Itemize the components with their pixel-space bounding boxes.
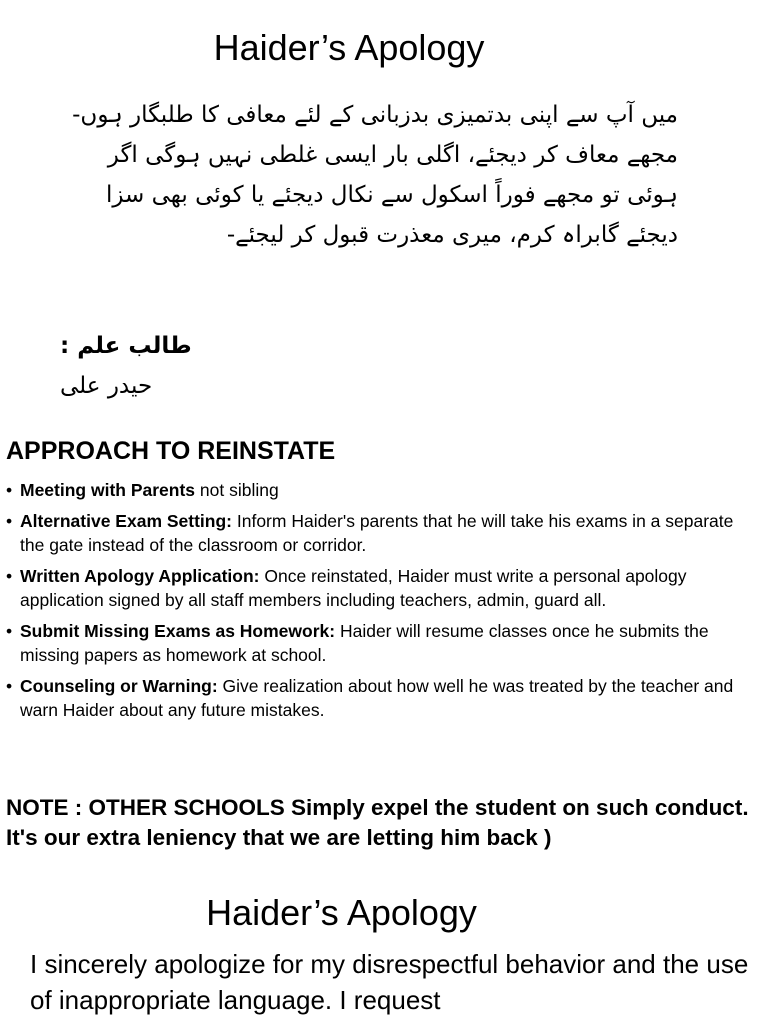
item-text: not sibling (195, 480, 279, 500)
bullet-icon: • (6, 566, 13, 586)
item-title: Alternative Exam Setting: (20, 511, 232, 531)
bullet-icon: • (6, 621, 13, 641)
list-item (6, 478, 762, 502)
approach-heading: APPROACH TO REINSTATE (6, 437, 336, 465)
apology-title-top: Haider’s Apology (213, 27, 485, 68)
list-item (6, 564, 762, 612)
leniency-note: NOTE : OTHER SCHOOLS Simply expel the student on such conduct. It's our extra leniency that we are letting him back ) (6, 795, 749, 850)
list-item (6, 619, 762, 667)
signature-name: حیدر علی (60, 373, 153, 399)
list-item (6, 674, 762, 722)
item-text: Inform Haider's parents that he will take his exams in a separate the gate instead of the classroom or corridor. (20, 511, 734, 555)
item-title: Written Apology Application: (20, 566, 260, 586)
bullet-icon: • (6, 480, 13, 500)
item-text: Once reinstated, Haider must write a personal apology application signed by all staff members including teachers, admin, guard all. (20, 566, 687, 610)
apology-title-bottom: Haider’s Apology (206, 892, 477, 933)
signature-label: طالب علم : (60, 333, 192, 359)
approach-list (6, 478, 762, 729)
urdu-signature-block (60, 326, 260, 406)
item-title: Meeting with Parents (20, 480, 196, 500)
item-title: Counseling or Warning: (20, 676, 218, 696)
english-apology-text: I sincerely apologize for my disrespectful behavior and the use of inappropriate language. I request (30, 949, 749, 1015)
item-text: Haider will resume classes once he submits the missing papers as homework at school. (20, 621, 709, 665)
item-title: Submit Missing Exams as Homework: (20, 621, 336, 641)
item-text: Give realization about how well he was treated by the teacher and warn Haider about any future mistakes. (20, 676, 734, 720)
bullet-icon: • (6, 676, 13, 696)
bullet-icon: • (6, 511, 13, 531)
urdu-apology-text: میں آپ سے اپنی بدتمیزی بدزبانی کے لئے معافی کا طلبگار ہوں-مجھے معاف کر دیجئے، اگلی بار ایسی غلطی نہیں ہوگی اگر ہوئی تو مجھے فوراً اسکول سے نکال دیجئے یا کوئی بھی سزا دیجئے گابراہ کرم، میری معذرت قبول کر لیجئے- (72, 102, 678, 248)
list-item (6, 509, 762, 557)
